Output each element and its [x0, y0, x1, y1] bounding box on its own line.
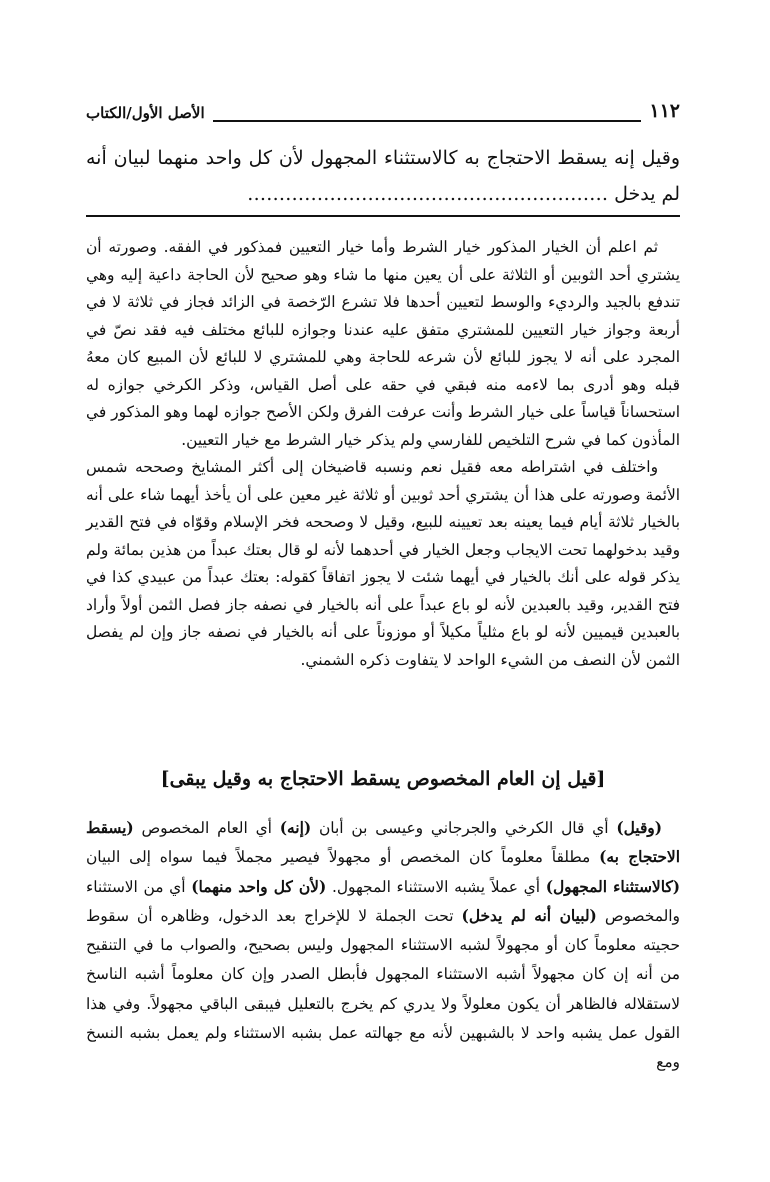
main-text [86, 140, 680, 212]
gloss-paragraph-1: ثم اعلم أن الخيار المذكور خيار الشرط وأما خيار التعيين فمذكور في الفقه. وصورته أن يشتري أحد الثوبين أو الثلاثة على أن يعين منها ما شاء وهو صحيح لأن الحاجة داعية إليه وهي تندفع بالجيد والرديء والوسط لتعيين أحدها فلا تشرع الرّخصة في الزائد فجاز في ثلاثة لا في أربعة وجواز خيار التعيين للمشتري متفق عليه عندنا وجوازه للبائع مختلف فيه فقد نصّ في المجرد على أنه لا يجوز للبائع لأن شرعه للحاجة وهي للمشتري لا للبائع لأن المبيع كان معهُ قبله وهو أدرى بما لاءمه منه فبقي في حقه على أصل القياس، وذكر الكرخي جوازه له استحساناً قياساً على خيار الشرط وأنت عرفت الفرق ولكن الأصح جوازه لهما وهو المذكور في المأذون كما في شرح التلخيص للفارسي ولم يذكر خيار الشرط مع خيار التعيين. [86, 238, 680, 449]
quoted-term: (كالاستثناء المجهول) [545, 877, 680, 896]
commentary-text [86, 814, 680, 1078]
quoted-term: (إنه) [279, 819, 312, 837]
section-divider [86, 215, 680, 217]
page-number: ١١٢ [649, 100, 680, 122]
running-header [86, 92, 680, 122]
quoted-term: (وقيل) [616, 819, 663, 837]
main-text-body: وقيل إنه يسقط الاحتجاج به كالاستثناء المجهول لأن كل واحد منهما لبيان أنه لم يدخل [86, 147, 680, 205]
running-title: الأصل الأول/الكتاب [86, 104, 205, 122]
commentary-span: أي عملاً يشبه الاستثناء المجهول. [326, 877, 546, 896]
commentary-span: مطلقاً معلوماً كان المخصص أو مجهولاً فيصير مجملاً فيما سواه إلى البيان [86, 848, 600, 867]
quoted-term: (لأن كل واحد منهما) [191, 877, 327, 896]
commentary-span: أي من الاستثناء والمخصوص [86, 877, 680, 925]
main-text-paragraph [86, 140, 680, 212]
gloss-paragraph-2: واختلف في اشتراطه معه فقيل نعم ونسبه قاضيخان إلى أكثر المشايخ وصححه شمس الأئمة وصورته على هذا أن يشتري أحد ثوبين أو ثلاثة غير معين على أن يأخذ أيهما شاء على أنه بالخيار ثلاثة أيام فيما يعينه بعد تعيينه للبيع، وقيل لا وصححه فخر الإسلام وقوّاه في فتح القدير وقيد بدخولهما تحت الايجاب وجعل الخيار في أحدهما لأنه لو قال بعتك عبداً من هذين بمائة ولم يذكر قوله على أنك بالخيار في أيهما شئت لا يجوز اتفاقاً كقوله: بعتك عبداً من عبيدي كذا في فتح القدير، وقيد بالعبدين لأنه لو باع عبداً على أنه بالخيار في نصفه جاز فصل الثمن أولاً وأراد بالعبدين قيميين لأنه لو باع مثلياً مكيلاً أو موزوناً على أنه بالخيار في نصفه جاز وإن لم يفصل الثمن لأن النصف من الشيء الواحد لا يتفاوت ذكره الشمني. [86, 458, 680, 669]
header-rule [213, 106, 642, 122]
quoted-term: (لبيان أنه لم يدخل) [461, 906, 597, 925]
quoted-term: (يسقط الاحتجاج به) [86, 819, 680, 867]
commentary-paragraph [86, 814, 680, 1078]
commentary-span: تحت الجملة لا للإخراج بعد الدخول، وظاهره أن سقوط حجيته معلوماً كان أو مجهولاً لشبه الاستثناء المجهول وليس بصحيح، والصواب ما في التنقيح من أنه إن كان مجهولاً أشبه الاستثناء المجهول فأبطل الصدر وإن كان معلوماً أشبه الناسخ لاستقلاله فالظاهر أن يكون معلولاً ولا يدري كم يخرج بالتعليل فيبقى الباقي مجهولاً. وفي هذا القول عمل يشبه واحد لا بالشبهين لأنه مع جهالته عمل بشبه الاستثناء ولم يعمل بشبه النسخ ومع [86, 906, 680, 1072]
ellipsis-dots: ………………………………………………… [247, 183, 609, 205]
commentary-span: أي العام المخصوص [133, 819, 280, 837]
commentary-span: أي قال الكرخي والجرجاني وعيسى بن أبان [311, 819, 617, 837]
section-heading: [قيل إن العام المخصوص يسقط الاحتجاج به وقيل يبقى] [160, 768, 606, 790]
gloss-text [86, 234, 680, 674]
